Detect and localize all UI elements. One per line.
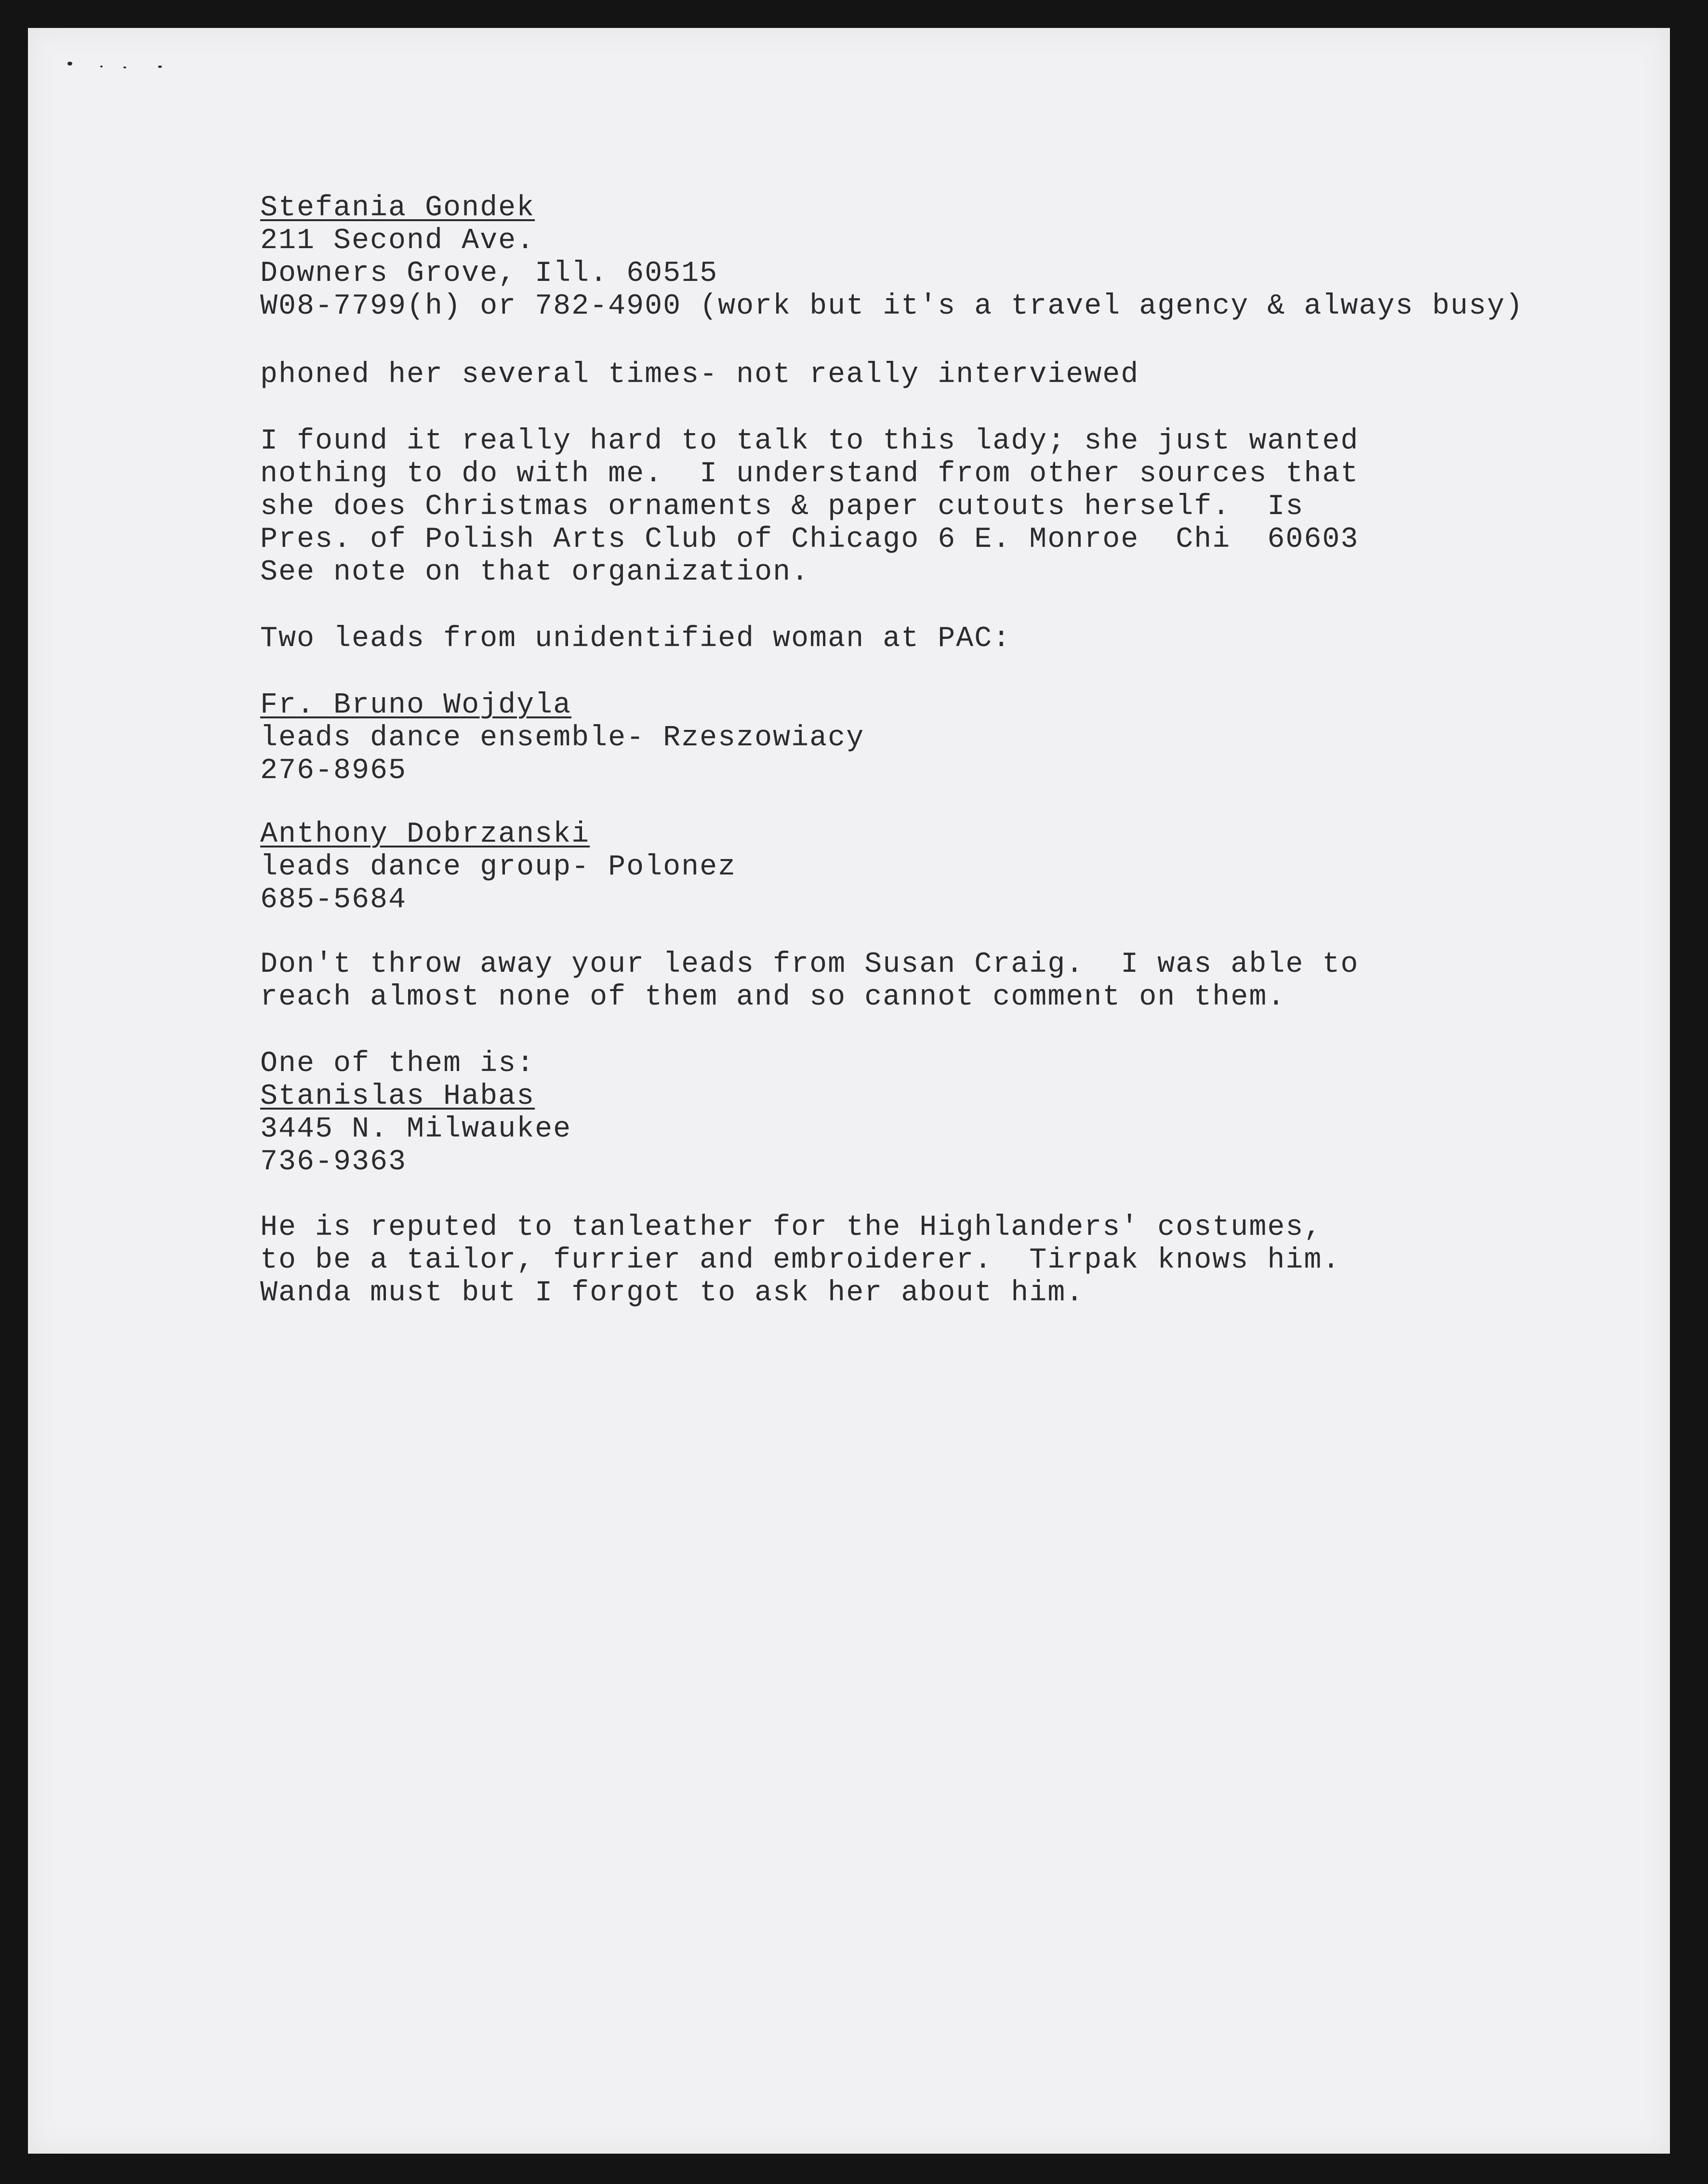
lead-description: leads dance ensemble- Rzeszowiacy [260,722,865,754]
contact-phone: W08-7799(h) or 782-4900 (work but it's a travel agency & always busy) [260,290,1524,323]
paragraph-line: she does Christmas ornaments & paper cutouts herself. Is [260,490,1304,523]
paragraph-line: Wanda must but I forgot to ask her about him. [260,1277,1085,1310]
lead-phone: 685-5684 [260,884,407,916]
lead-description: leads dance group- Polonez [260,851,737,884]
list-intro: One of them is: [260,1047,535,1080]
paragraph-line: to be a tailor, furrier and embroiderer. Tirpak knows him. [260,1244,1341,1277]
lead-name: Anthony Dobrzanski [260,818,590,851]
paragraph-line: Don't throw away your leads from Susan Craig. I was able to [260,948,1359,981]
typewritten-memo [28,28,1670,2154]
paragraph-line: Pres. of Polish Arts Club of Chicago 6 E. Monroe Chi 60603 [260,523,1359,556]
leads-intro: Two leads from unidentified woman at PAC: [260,622,1011,655]
paragraph-line: nothing to do with me. I understand from other sources that [260,458,1359,490]
contact-street: 211 Second Ave. [260,225,535,257]
note-line: phoned her several times- not really interviewed [260,358,1139,391]
paragraph-line: See note on that organization. [260,556,810,589]
document-page [28,28,1670,2154]
contact-street: 3445 N. Milwaukee [260,1113,572,1146]
contact-city: Downers Grove, Ill. 60515 [260,257,718,290]
lead-phone: 276-8965 [260,754,407,787]
paragraph-line: I found it really hard to talk to this lady; she just wanted [260,425,1359,458]
paragraph-line: He is reputed to tanleather for the Highlanders' costumes, [260,1211,1323,1244]
paragraph-line: reach almost none of them and so cannot comment on them. [260,981,1286,1014]
contact-name: Stanislas Habas [260,1080,535,1113]
contact-phone: 736-9363 [260,1146,407,1178]
contact-name: Stefania Gondek [260,192,535,225]
lead-name: Fr. Bruno Wojdyla [260,689,572,722]
